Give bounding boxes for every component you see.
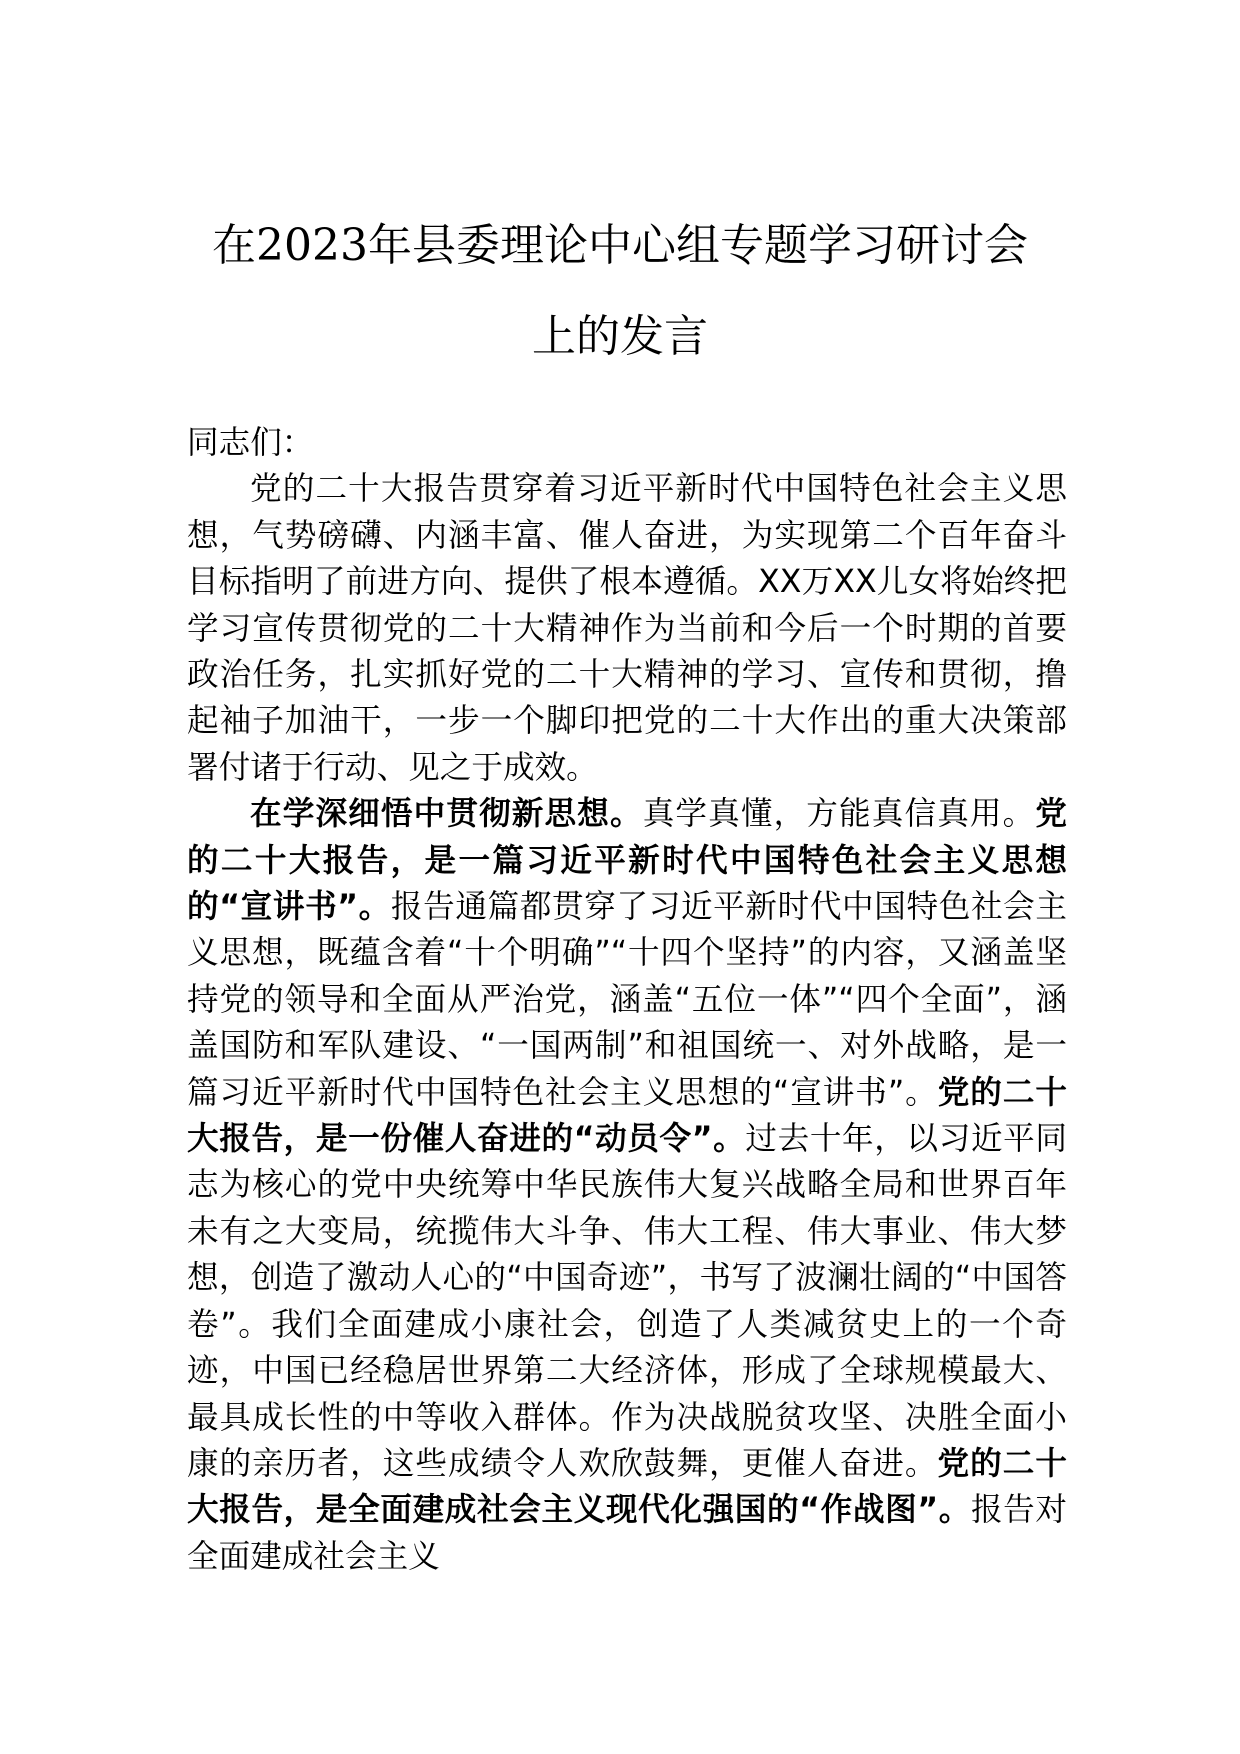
paragraph-text: 真学真懂，方能真信真用。	[642, 796, 1036, 833]
document-body	[187, 420, 1067, 1580]
paragraph-new-thought	[187, 791, 1067, 1580]
key-point-propaganda-book: 党的二十大报告，是一篇习近平新时代中国特色社会主义思想的“宣讲书”。	[187, 796, 1067, 926]
paragraph-text: 报告对全面建成社会主义	[187, 1492, 1067, 1575]
paragraph-text: 报告通篇都贯穿了习近平新时代中国特色社会主义思想，既蕴含着“十个明确”“十四个坚持”的内容，又涵盖坚持党的领导和全面从严治党，涵盖“五位一体”“四个全面”，涵盖国防和军队建设、“一国两制”和祖国统一、对外战略，是一篇习近平新时代中国特色社会主义思想的“宣讲书”。	[187, 889, 1067, 1111]
document-title-line-1: 在2023年县委理论中心组专题学习研讨会	[212, 220, 1028, 271]
salutation: 同志们：	[187, 425, 314, 461]
document-title-line-2: 上的发言	[532, 311, 708, 362]
paragraph-intro: 党的二十大报告贯穿着习近平新时代中国特色社会主义思想，气势磅礴、内涵丰富、催人奋进，为实现第二个百年奋斗目标指明了前进方向、提供了根本遵循。XX万XX儿女将始终把学习宣传贯彻党的二十大精神作为当前和今后一个时期的首要政治任务，扎实抓好党的二十大精神的学习、宣传和贯彻，撸起袖子加油干，一步一个脚印把党的二十大作出的重大决策部署付诸于行动、见之于成效。	[187, 471, 1067, 786]
key-point-mobilization-order: 党的二十大报告，是一份催人奋进的“动员令”。	[187, 1074, 1067, 1158]
section-heading: 在学深细悟中贯彻新思想。	[250, 796, 643, 833]
paragraph-text: 过去十年，以习近平同志为核心的党中央统筹中华民族伟大复兴战略全局和世界百年未有之大变局，统揽伟大斗争、伟大工程、伟大事业、伟大梦想，创造了激动人心的“中国奇迹”，书写了波澜壮阔的“中国答卷”。我们全面建成小康社会，创造了人类减贫史上的一个奇迹，中国已经稳居世界第二大经济体，形成了全球规模最大、最具成长性的中等收入群体。作为决战脱贫攻坚、决胜全面小康的亲历者，这些成绩令人欢欣鼓舞，更催人奋进。	[187, 1121, 1067, 1482]
key-point-battle-map: 党的二十大报告，是全面建成社会主义现代化强国的“作战图”。	[187, 1445, 1067, 1529]
